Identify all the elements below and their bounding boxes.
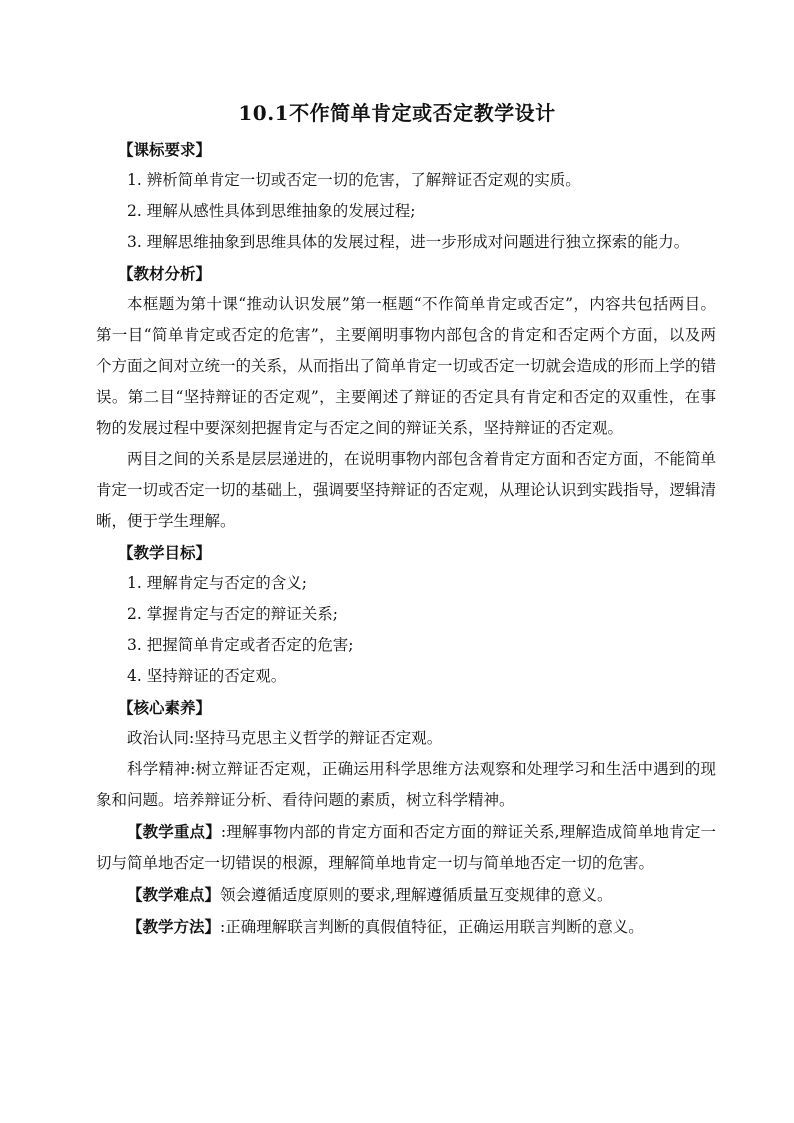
section-heading-teaching-objectives: 【教学目标】 [118,543,212,562]
teaching-objective-item: 1. 理解肯定与否定的含义; [127,574,307,592]
curriculum-requirement-item: 1. 辨析简单肯定一切或否定一切的危害，了解辩证否定观的实质。 [127,171,581,189]
section-heading-curriculum-requirements: 【课标要求】 [118,140,212,159]
teaching-objective-item: 2. 掌握肯定与否定的辩证关系; [127,605,338,623]
teaching-methods-label: 【教学方法】 [127,917,221,936]
teaching-difficulties-text: 领会遵循适度原则的要求,理解遵循质量互变规律的意义。 [220,886,613,904]
document-body [96,134,716,943]
textbook-analysis-paragraph: 本框题为第十课“推动认识发展”第一框题“不作简单肯定或否定”，内容共包括两目。第一目“简单肯定或否定的危害”，主要阐明事物内部包含的肯定和否定两个方面，以及两个方面之间对立统一的关系，从而指出了简单肯定一切或否定一切就会造成的形而上学的错误。第二目“坚持辩证的否定观”，主要阐述了辩证的否定具有肯定和否定的双重性，在事物的发展过程中要深刻把握肯定与否定之间的辩证关系，坚持辩证的否定观。 [96,295,717,437]
teaching-difficulties [96,879,716,911]
teaching-key-points-text: :理解事物内部的肯定方面和否定方面的辩证关系,理解造成简单地肯定一切与简单地否定一切错误的根源，理解简单地肯定一切与简单地否定一切的危害。 [96,823,716,872]
teaching-methods-text: :正确理解联言判断的真假值特征，正确运用联言判断的意义。 [220,918,644,936]
teaching-methods [96,911,716,943]
section-heading-core-literacy: 【核心素养】 [118,698,212,717]
textbook-analysis-paragraph: 两目之间的关系是层层递进的，在说明事物内部包含着肯定方面和否定方面，不能简单肯定一切或否定一切的基础上，强调要坚持辩证的否定观，从理论认识到实践指导，逻辑清晰，便于学生理解。 [96,450,717,530]
teaching-key-points-label: 【教学重点】 [127,822,221,841]
teaching-key-points [96,816,716,879]
teaching-difficulties-label: 【教学难点】 [127,885,221,904]
core-literacy-paragraph: 政治认同:坚持马克思主义哲学的辩证否定观。 [127,729,443,747]
section-heading-textbook-analysis: 【教材分析】 [118,264,212,283]
teaching-objective-item: 3. 把握简单肯定或者否定的危害; [127,636,354,654]
curriculum-requirement-item: 3. 理解思维抽象到思维具体的发展过程，进一步形成对问题进行独立探索的能力。 [127,233,690,251]
core-literacy-paragraph: 科学精神:树立辩证否定观，正确运用科学思维方法观察和处理学习和生活中遇到的现象和问题。培养辩证分析、看待问题的素质，树立科学精神。 [96,760,716,809]
teaching-objective-item: 4. 坚持辩证的否定观。 [127,667,287,685]
curriculum-requirement-item: 2. 理解从感性具体到思维抽象的发展过程; [127,202,416,220]
document-title: 10.1不作简单肯定或否定教学设计 [238,101,556,125]
